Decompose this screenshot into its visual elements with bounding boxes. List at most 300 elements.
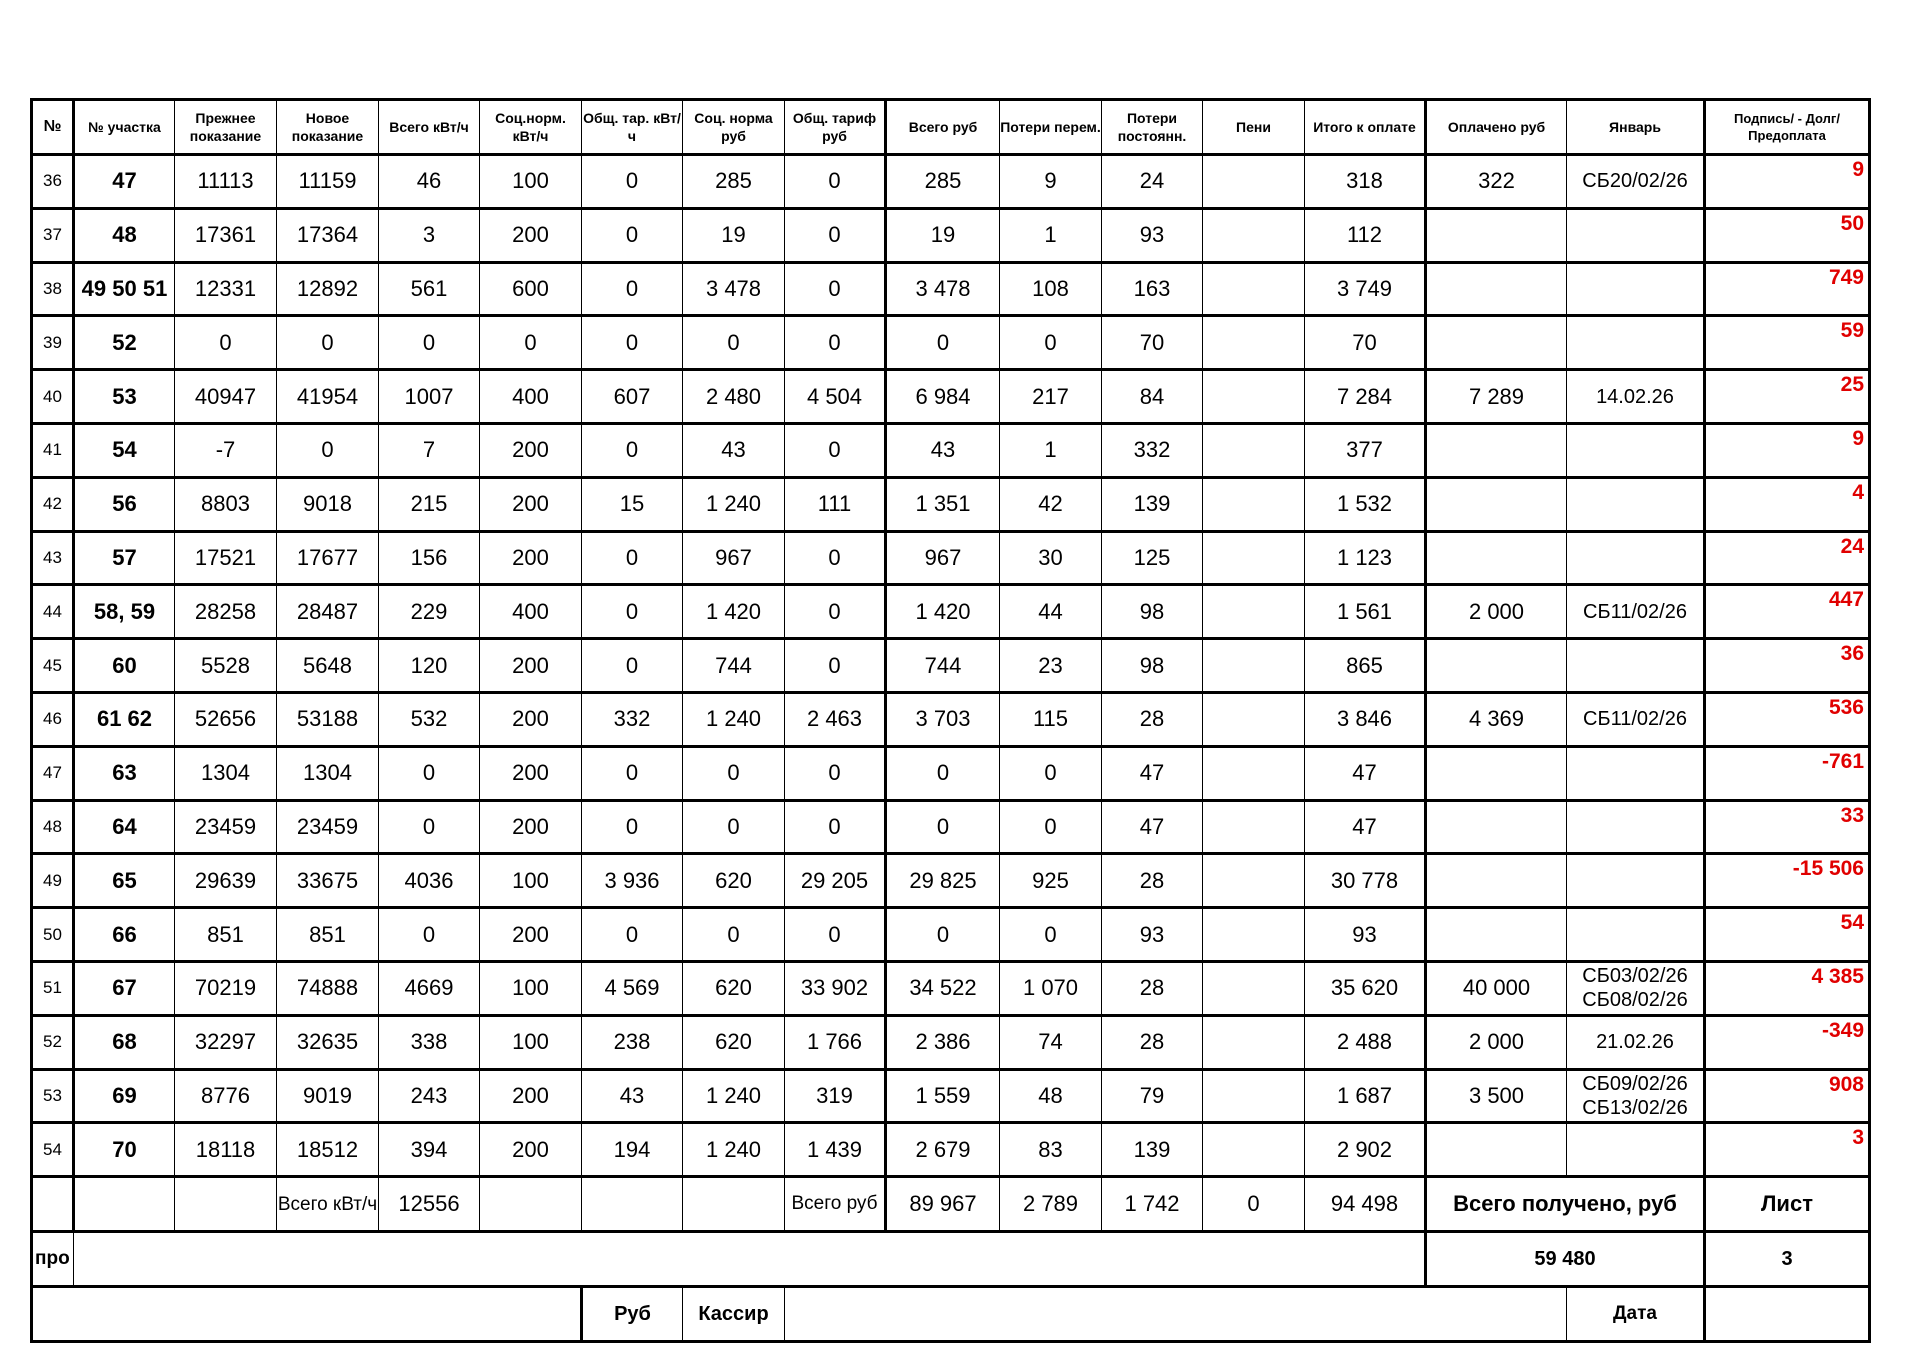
prev-reading: 18118: [175, 1123, 277, 1177]
payment-date: СБ09/02/26: [1582, 1072, 1688, 1095]
plot-number: 65: [74, 854, 175, 908]
gen-rub: 0: [785, 208, 886, 262]
new-reading: 23459: [277, 800, 379, 854]
loss-var: 0: [1000, 316, 1102, 370]
header-soc-rub: Соц. норма руб: [683, 100, 785, 155]
gen-kwh: 0: [582, 262, 683, 316]
balance: 447: [1705, 585, 1870, 639]
gen-rub: 0: [785, 155, 886, 209]
total-kwh: 0: [379, 316, 480, 370]
plot-number: 64: [74, 800, 175, 854]
new-reading: 5648: [277, 639, 379, 693]
prev-reading: 29639: [175, 854, 277, 908]
row-number: 54: [32, 1123, 74, 1177]
total-rub: 2 386: [886, 1015, 1000, 1069]
total-rub: 1 351: [886, 477, 1000, 531]
new-reading: 74888: [277, 961, 379, 1015]
amount-due: 2 902: [1305, 1123, 1426, 1177]
plot-number: 47: [74, 155, 175, 209]
loss-const: 332: [1102, 423, 1203, 477]
table-row: [32, 423, 1870, 477]
soc-rub: 1 420: [683, 585, 785, 639]
totals-loss-const: 1 742: [1102, 1177, 1203, 1232]
gen-kwh: 0: [582, 585, 683, 639]
loss-var: 42: [1000, 477, 1102, 531]
prev-reading: 12331: [175, 262, 277, 316]
total-rub: 43: [886, 423, 1000, 477]
plot-number: 70: [74, 1123, 175, 1177]
table-row: [32, 155, 1870, 209]
gen-kwh: 607: [582, 370, 683, 424]
footer-prefix: про: [32, 1232, 74, 1287]
plot-number: 57: [74, 531, 175, 585]
new-reading: 851: [277, 908, 379, 962]
total-rub: 29 825: [886, 854, 1000, 908]
penalty: [1203, 692, 1305, 746]
gen-kwh: 0: [582, 155, 683, 209]
new-reading: 11159: [277, 155, 379, 209]
total-kwh: 156: [379, 531, 480, 585]
gen-kwh: 0: [582, 423, 683, 477]
totals-empty-1: [32, 1177, 74, 1232]
soc-kwh: 200: [480, 746, 582, 800]
payment-dates: [1567, 1123, 1705, 1177]
soc-rub: 19: [683, 208, 785, 262]
prev-reading: 11113: [175, 155, 277, 209]
loss-const: 70: [1102, 316, 1203, 370]
loss-var: 30: [1000, 531, 1102, 585]
prev-reading: 8803: [175, 477, 277, 531]
soc-rub: 744: [683, 639, 785, 693]
plot-number: 60: [74, 639, 175, 693]
payment-date: СБ13/02/26: [1582, 1096, 1688, 1119]
payment-dates: [1567, 155, 1705, 209]
penalty: [1203, 208, 1305, 262]
soc-rub: 0: [683, 316, 785, 370]
penalty: [1203, 423, 1305, 477]
gen-kwh: 0: [582, 746, 683, 800]
header-loss-const: Потери постоянн.: [1102, 100, 1203, 155]
loss-const: 79: [1102, 1069, 1203, 1123]
gen-kwh: 0: [582, 639, 683, 693]
total-kwh: 0: [379, 908, 480, 962]
loss-const: 98: [1102, 639, 1203, 693]
payment-dates: [1567, 262, 1705, 316]
new-reading: 41954: [277, 370, 379, 424]
amount-due: 318: [1305, 155, 1426, 209]
row-number: 47: [32, 746, 74, 800]
balance: 24: [1705, 531, 1870, 585]
totals-empty-7: [582, 1177, 683, 1232]
balance: 749: [1705, 262, 1870, 316]
gen-kwh: 15: [582, 477, 683, 531]
soc-kwh: 200: [480, 208, 582, 262]
loss-var: 23: [1000, 639, 1102, 693]
row-number: 45: [32, 639, 74, 693]
penalty: [1203, 1123, 1305, 1177]
soc-rub: 0: [683, 908, 785, 962]
rub-label: Руб: [582, 1287, 683, 1342]
payment-ledger-table: [30, 98, 1871, 1343]
loss-var: 74: [1000, 1015, 1102, 1069]
loss-var: 9: [1000, 155, 1102, 209]
new-reading: 1304: [277, 746, 379, 800]
balance: -15 506: [1705, 854, 1870, 908]
totals-rub-label: Всего руб: [785, 1177, 886, 1232]
amount-paid: 7 289: [1426, 370, 1567, 424]
table-row: [32, 370, 1870, 424]
plot-number: 63: [74, 746, 175, 800]
payment-date: СБ08/02/26: [1582, 989, 1688, 1012]
new-reading: 18512: [277, 1123, 379, 1177]
payment-dates: [1567, 692, 1705, 746]
amount-paid: [1426, 262, 1567, 316]
row-number: 44: [32, 585, 74, 639]
plot-number: 48: [74, 208, 175, 262]
total-kwh: 7: [379, 423, 480, 477]
amount-paid: 4 369: [1426, 692, 1567, 746]
soc-rub: 1 240: [683, 1123, 785, 1177]
plot-number: 54: [74, 423, 175, 477]
new-reading: 12892: [277, 262, 379, 316]
plot-number: 68: [74, 1015, 175, 1069]
row-number: 36: [32, 155, 74, 209]
table-row: [32, 1123, 1870, 1177]
penalty: [1203, 800, 1305, 854]
gen-rub: 319: [785, 1069, 886, 1123]
table-row: [32, 1015, 1870, 1069]
balance: 908: [1705, 1069, 1870, 1123]
amount-paid: 322: [1426, 155, 1567, 209]
payment-dates: [1567, 1069, 1705, 1123]
table-row: [32, 531, 1870, 585]
payment-dates: [1567, 800, 1705, 854]
plot-number: 69: [74, 1069, 175, 1123]
row-number: 43: [32, 531, 74, 585]
row-number: 50: [32, 908, 74, 962]
balance: 9: [1705, 423, 1870, 477]
total-rub: 6 984: [886, 370, 1000, 424]
loss-const: 24: [1102, 155, 1203, 209]
gen-rub: 2 463: [785, 692, 886, 746]
amount-paid: [1426, 208, 1567, 262]
total-rub: 1 420: [886, 585, 1000, 639]
loss-const: 125: [1102, 531, 1203, 585]
gen-kwh: 332: [582, 692, 683, 746]
balance: -761: [1705, 746, 1870, 800]
amount-due: 30 778: [1305, 854, 1426, 908]
table-header: [32, 100, 1870, 155]
penalty: [1203, 477, 1305, 531]
table-row: [32, 746, 1870, 800]
header-loss-var: Потери перем.: [1000, 100, 1102, 155]
soc-kwh: 200: [480, 423, 582, 477]
soc-rub: 285: [683, 155, 785, 209]
balance: 54: [1705, 908, 1870, 962]
table-row: [32, 639, 1870, 693]
amount-due: 1 532: [1305, 477, 1426, 531]
row-number: 53: [32, 1069, 74, 1123]
table-row: [32, 208, 1870, 262]
loss-const: 28: [1102, 692, 1203, 746]
prev-reading: 17361: [175, 208, 277, 262]
amount-paid: [1426, 639, 1567, 693]
total-rub: 744: [886, 639, 1000, 693]
loss-var: 925: [1000, 854, 1102, 908]
payment-date: СБ11/02/26: [1583, 600, 1687, 623]
balance: 9: [1705, 155, 1870, 209]
gen-rub: 111: [785, 477, 886, 531]
balance: 25: [1705, 370, 1870, 424]
soc-rub: 0: [683, 800, 785, 854]
table-footer: [32, 1177, 1870, 1342]
new-reading: 33675: [277, 854, 379, 908]
payment-date: СБ11/02/26: [1583, 708, 1687, 731]
row-number: 48: [32, 800, 74, 854]
header-prev: Прежнее показание: [175, 100, 277, 155]
payment-dates: [1567, 208, 1705, 262]
totals-received-label: Всего получено, руб: [1426, 1177, 1705, 1232]
balance: 33: [1705, 800, 1870, 854]
penalty: [1203, 746, 1305, 800]
penalty: [1203, 908, 1305, 962]
gen-kwh: 0: [582, 316, 683, 370]
row-number: 39: [32, 316, 74, 370]
prev-reading: 70219: [175, 961, 277, 1015]
total-rub: 0: [886, 316, 1000, 370]
row-number: 52: [32, 1015, 74, 1069]
amount-paid: [1426, 854, 1567, 908]
new-reading: 9018: [277, 477, 379, 531]
amount-paid: [1426, 316, 1567, 370]
table-row: [32, 262, 1870, 316]
soc-rub: 2 480: [683, 370, 785, 424]
gen-rub: 0: [785, 316, 886, 370]
prev-reading: 0: [175, 316, 277, 370]
loss-var: 44: [1000, 585, 1102, 639]
soc-kwh: 200: [480, 639, 582, 693]
gen-kwh: 0: [582, 531, 683, 585]
gen-rub: 0: [785, 800, 886, 854]
gen-rub: 1 439: [785, 1123, 886, 1177]
amount-paid: [1426, 423, 1567, 477]
prev-reading: 1304: [175, 746, 277, 800]
amount-due: 70: [1305, 316, 1426, 370]
loss-var: 1 070: [1000, 961, 1102, 1015]
total-rub: 19: [886, 208, 1000, 262]
payment-dates: [1567, 639, 1705, 693]
signature-blank-left: [32, 1287, 582, 1342]
balance: 536: [1705, 692, 1870, 746]
totals-due: 94 498: [1305, 1177, 1426, 1232]
total-rub: 0: [886, 800, 1000, 854]
plot-number: 52: [74, 316, 175, 370]
payment-date: 14.02.26: [1596, 385, 1674, 408]
table-row: [32, 800, 1870, 854]
gen-kwh: 43: [582, 1069, 683, 1123]
penalty: [1203, 262, 1305, 316]
amount-due: 1 561: [1305, 585, 1426, 639]
total-kwh: 215: [379, 477, 480, 531]
amount-due: 1 123: [1305, 531, 1426, 585]
table-row: [32, 961, 1870, 1015]
soc-rub: 1 240: [683, 1069, 785, 1123]
totals-kwh-label: Всего кВт/ч: [277, 1177, 379, 1232]
soc-kwh: 100: [480, 961, 582, 1015]
amount-paid: [1426, 531, 1567, 585]
soc-kwh: 0: [480, 316, 582, 370]
total-kwh: 3: [379, 208, 480, 262]
gen-rub: 4 504: [785, 370, 886, 424]
payment-dates: [1567, 961, 1705, 1015]
amount-due: 2 488: [1305, 1015, 1426, 1069]
header-gen-kwh: Общ. тар. кВт/ч: [582, 100, 683, 155]
header-total-rub: Всего руб: [886, 100, 1000, 155]
loss-var: 1: [1000, 423, 1102, 477]
totals-penalty: 0: [1203, 1177, 1305, 1232]
soc-kwh: 600: [480, 262, 582, 316]
payment-dates: [1567, 908, 1705, 962]
payment-dates: [1567, 854, 1705, 908]
loss-var: 0: [1000, 908, 1102, 962]
table-row: [32, 585, 1870, 639]
gen-kwh: 4 569: [582, 961, 683, 1015]
total-kwh: 561: [379, 262, 480, 316]
total-kwh: 120: [379, 639, 480, 693]
total-kwh: 0: [379, 800, 480, 854]
total-kwh: 394: [379, 1123, 480, 1177]
amount-paid: [1426, 477, 1567, 531]
date-label: Дата: [1567, 1287, 1705, 1342]
row-number: 42: [32, 477, 74, 531]
loss-var: 217: [1000, 370, 1102, 424]
gen-rub: 0: [785, 908, 886, 962]
penalty: [1203, 961, 1305, 1015]
prev-reading: 32297: [175, 1015, 277, 1069]
amount-due: 47: [1305, 800, 1426, 854]
totals-empty-3: [175, 1177, 277, 1232]
prev-reading: 23459: [175, 800, 277, 854]
totals-empty-8: [683, 1177, 785, 1232]
payment-date: СБ20/02/26: [1582, 170, 1688, 193]
loss-var: 115: [1000, 692, 1102, 746]
new-reading: 17677: [277, 531, 379, 585]
total-kwh: 1007: [379, 370, 480, 424]
new-reading: 53188: [277, 692, 379, 746]
cashier-signature-blank: [785, 1287, 1567, 1342]
total-rub: 967: [886, 531, 1000, 585]
prev-reading: 851: [175, 908, 277, 962]
soc-kwh: 200: [480, 531, 582, 585]
prev-reading: 17521: [175, 531, 277, 585]
amount-due: 865: [1305, 639, 1426, 693]
loss-var: 83: [1000, 1123, 1102, 1177]
penalty: [1203, 639, 1305, 693]
header-plot: № участка: [74, 100, 175, 155]
gen-kwh: 194: [582, 1123, 683, 1177]
plot-number: 67: [74, 961, 175, 1015]
amount-due: 112: [1305, 208, 1426, 262]
penalty: [1203, 370, 1305, 424]
plot-number: 49 50 51: [74, 262, 175, 316]
table-row: [32, 854, 1870, 908]
table-row: [32, 1069, 1870, 1123]
soc-rub: 1 240: [683, 477, 785, 531]
penalty: [1203, 316, 1305, 370]
amount-due: 1 687: [1305, 1069, 1426, 1123]
prev-reading: 5528: [175, 639, 277, 693]
gen-rub: 33 902: [785, 961, 886, 1015]
loss-const: 93: [1102, 908, 1203, 962]
soc-kwh: 400: [480, 585, 582, 639]
penalty: [1203, 155, 1305, 209]
loss-var: 0: [1000, 800, 1102, 854]
prev-reading: 8776: [175, 1069, 277, 1123]
header-month: Январь: [1567, 100, 1705, 155]
row-number: 38: [32, 262, 74, 316]
row-number: 41: [32, 423, 74, 477]
gen-rub: 0: [785, 423, 886, 477]
date-blank: [1705, 1287, 1870, 1342]
loss-var: 108: [1000, 262, 1102, 316]
sheet-number: 3: [1705, 1232, 1870, 1287]
penalty: [1203, 585, 1305, 639]
amount-paid: 40 000: [1426, 961, 1567, 1015]
payment-dates: [1567, 531, 1705, 585]
amount-due: 3 749: [1305, 262, 1426, 316]
soc-rub: 3 478: [683, 262, 785, 316]
gen-kwh: 0: [582, 800, 683, 854]
payment-dates: [1567, 423, 1705, 477]
penalty: [1203, 531, 1305, 585]
amount-paid: [1426, 1123, 1567, 1177]
payment-dates: [1567, 477, 1705, 531]
total-kwh: 4669: [379, 961, 480, 1015]
loss-const: 84: [1102, 370, 1203, 424]
table-row: [32, 477, 1870, 531]
balance: 50: [1705, 208, 1870, 262]
gen-rub: 0: [785, 262, 886, 316]
header-soc-kwh: Соц.норм. кВт/ч: [480, 100, 582, 155]
loss-const: 139: [1102, 1123, 1203, 1177]
header-new: Новое показание: [277, 100, 379, 155]
balance: 4: [1705, 477, 1870, 531]
header-no: №: [32, 100, 74, 155]
amount-due: 377: [1305, 423, 1426, 477]
soc-kwh: 200: [480, 908, 582, 962]
amount-paid: [1426, 800, 1567, 854]
gen-rub: 0: [785, 746, 886, 800]
loss-const: 139: [1102, 477, 1203, 531]
balance: 4 385: [1705, 961, 1870, 1015]
amount-paid: 2 000: [1426, 585, 1567, 639]
plot-number: 58, 59: [74, 585, 175, 639]
payment-date: 21.02.26: [1596, 1031, 1674, 1054]
loss-const: 28: [1102, 961, 1203, 1015]
totals-loss-var: 2 789: [1000, 1177, 1102, 1232]
payment-dates: [1567, 316, 1705, 370]
total-rub: 34 522: [886, 961, 1000, 1015]
table-row: [32, 692, 1870, 746]
soc-rub: 1 240: [683, 692, 785, 746]
loss-const: 47: [1102, 800, 1203, 854]
gen-rub: 1 766: [785, 1015, 886, 1069]
received-amount: 59 480: [1426, 1232, 1705, 1287]
loss-const: 28: [1102, 854, 1203, 908]
loss-const: 47: [1102, 746, 1203, 800]
totals-rub: 89 967: [886, 1177, 1000, 1232]
prev-reading: 28258: [175, 585, 277, 639]
